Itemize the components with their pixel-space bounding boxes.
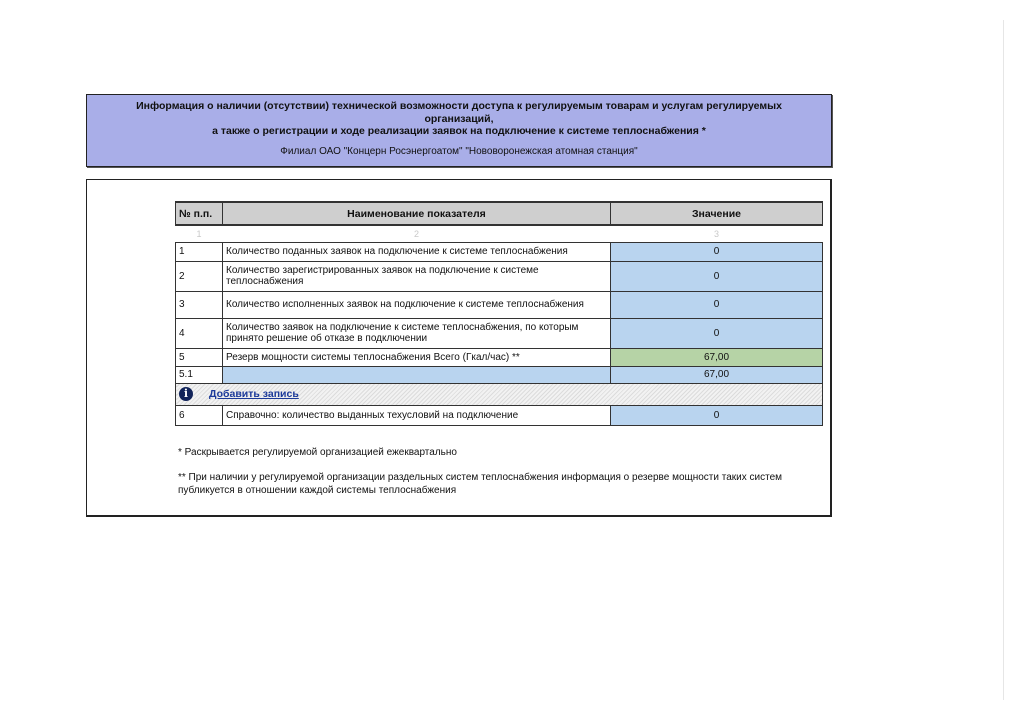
row-name: Количество зарегистрированных заявок на подключение к системе теплоснабжения — [223, 261, 611, 291]
organization-name: Филиал ОАО "Концерн Росэнергоатом" "Нововоронежская атомная станция" — [280, 145, 638, 157]
add-record-wrap — [179, 387, 819, 401]
row-number: 5 — [176, 348, 223, 366]
column-header-name: Наименование показателя — [223, 202, 611, 225]
row-number: 6 — [176, 405, 223, 425]
row-number: 4 — [176, 318, 223, 348]
add-record-link[interactable]: Добавить запись — [209, 388, 299, 400]
column-header-value: Значение — [611, 202, 823, 225]
row-value[interactable]: 0 — [611, 405, 823, 425]
row-number: 1 — [176, 242, 223, 261]
title-line-2: а также о регистрации и ходе реализации заявок на подключение к системе теплоснабжения * — [212, 125, 706, 137]
column-index: 1 — [196, 228, 202, 239]
row-value-total: 67,00 — [611, 348, 823, 366]
info-icon[interactable]: i — [179, 387, 193, 401]
footnote-1: * Раскрывается регулируемой организацией ежеквартально — [178, 447, 457, 458]
title-line-1: Информация о наличии (отсутствии) технической возможности доступа к регулируемым товарам и услугам регулируемых организаций, — [136, 100, 782, 125]
row-name: Количество исполненных заявок на подключение к системе теплоснабжения — [223, 291, 611, 318]
add-record-cell — [176, 383, 823, 405]
table-header-row — [176, 202, 823, 225]
row-name: Количество заявок на подключение к системе теплоснабжения, по которым принято решение об отказе в подключении — [223, 318, 611, 348]
row-value[interactable]: 67,00 — [611, 366, 823, 383]
page-edge-line — [1003, 20, 1004, 700]
indicators-table — [175, 201, 823, 426]
row-name: Количество поданных заявок на подключение к системе теплоснабжения — [223, 242, 611, 261]
row-name: Резерв мощности системы теплоснабжения Всего (Гкал/час) ** — [223, 348, 611, 366]
table-row — [176, 318, 823, 348]
row-number: 3 — [176, 291, 223, 318]
table-row — [176, 348, 823, 366]
row-value[interactable]: 0 — [611, 261, 823, 291]
table-row — [176, 366, 823, 383]
page-header — [86, 94, 832, 167]
row-number: 2 — [176, 261, 223, 291]
table-row — [176, 261, 823, 291]
row-name: Справочно: количество выданных техусловий на подключение — [223, 405, 611, 425]
table-row — [176, 242, 823, 261]
page-title — [87, 100, 831, 138]
table-row — [176, 405, 823, 425]
column-index: 2 — [413, 228, 419, 239]
row-value[interactable]: 0 — [611, 242, 823, 261]
table-row — [176, 291, 823, 318]
footnote-2: ** При наличии у регулируемой организации раздельных систем теплоснабжения информация о резерве мощности таких систем публикуется в отношении каждой системы теплоснабжения — [178, 472, 783, 496]
row-name-input[interactable] — [223, 366, 611, 383]
row-number: 5.1 — [176, 366, 223, 383]
row-value[interactable]: 0 — [611, 318, 823, 348]
column-header-number: № п.п. — [176, 202, 223, 225]
column-index: 3 — [713, 228, 719, 239]
add-record-row — [176, 383, 823, 405]
row-value[interactable]: 0 — [611, 291, 823, 318]
column-index-row — [176, 225, 823, 242]
